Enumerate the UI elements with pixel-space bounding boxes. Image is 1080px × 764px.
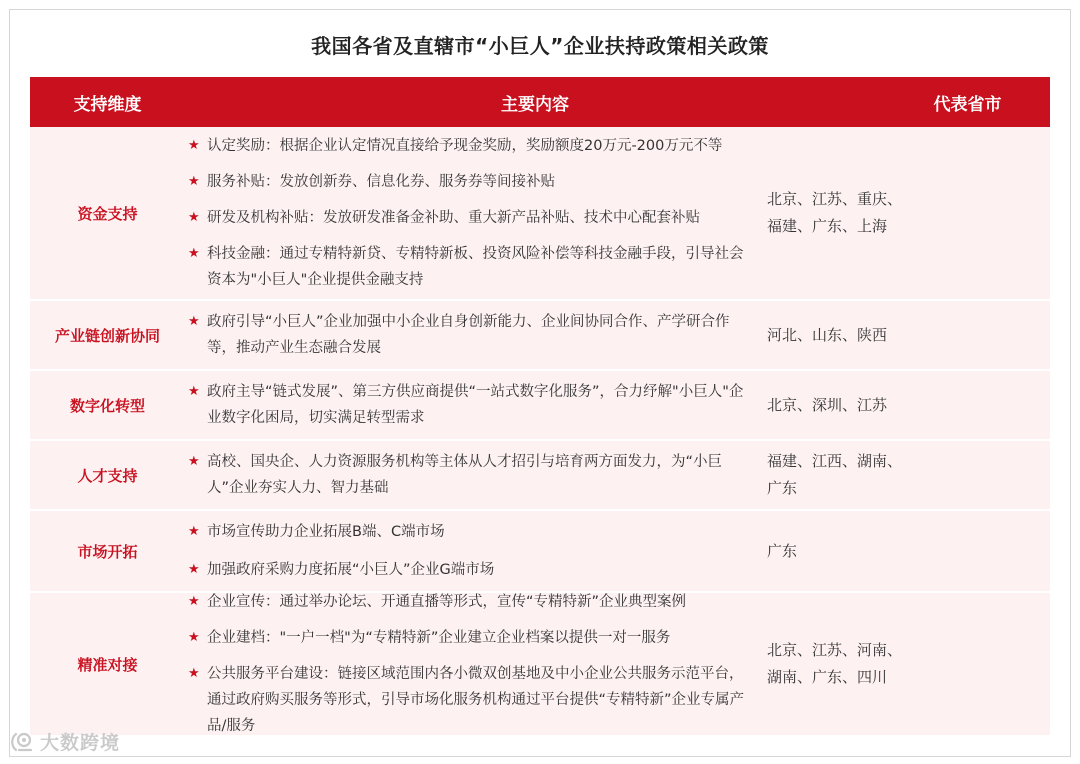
dimension-cell: 资金支持 (77, 204, 138, 223)
table-row (30, 441, 1050, 509)
dimension-cell: 数字化转型 (69, 396, 145, 415)
star-icon: ★ (188, 594, 200, 609)
content-item (188, 519, 748, 545)
content-item-text: 认定奖励：根据企业认定情况直接给予现金奖励，奖励额度20万元-200万元不等 (207, 138, 723, 154)
content-item-text: 科技金融：通过专精特新贷、专精特新板、投资风险补偿等科技金融手段，引导社会资本为"小巨人"企业提供金融支持 (207, 246, 744, 288)
logo-icon (10, 730, 36, 754)
content-item (188, 133, 748, 159)
watermark (10, 728, 120, 755)
content-item (188, 205, 748, 231)
provinces-cell: 北京、江苏、重庆、福建、广东、上海 (767, 190, 903, 235)
star-icon: ★ (188, 454, 200, 469)
dimension-cell: 市场开拓 (77, 542, 138, 561)
content-item (188, 449, 748, 501)
content-item (188, 169, 748, 195)
content-item-text: 服务补贴：发放创新券、信息化券、服务券等间接补贴 (207, 174, 555, 190)
provinces-cell: 河北、山东、陕西 (767, 325, 888, 344)
star-icon: ★ (188, 562, 200, 577)
watermark-text: 大数跨境 (40, 732, 121, 754)
provinces-cell: 广东 (767, 541, 798, 560)
provinces-cell: 北京、江苏、河南、湖南、广东、四川 (767, 641, 903, 686)
table-header (30, 77, 1050, 127)
star-icon: ★ (188, 174, 200, 189)
table-row (30, 301, 1050, 369)
table-row (30, 593, 1050, 735)
star-icon: ★ (188, 666, 200, 681)
content-item-text: 政府主导“链式发展”、第三方供应商提供“一站式数字化服务”，合力纾解"小巨人"企业数字化困局，切实满足转型需求 (207, 384, 744, 426)
star-icon: ★ (188, 210, 200, 225)
star-icon: ★ (188, 138, 200, 153)
content-item (188, 589, 748, 615)
content-item (188, 557, 748, 583)
table-row (30, 371, 1050, 439)
table-row (30, 511, 1050, 591)
content-item (188, 625, 748, 651)
content-cell (30, 589, 748, 739)
content-item (188, 661, 748, 739)
content-item-text: 公共服务平台建设：链接区域范围内各小微双创基地及中小企业公共服务示范平台，通过政府购买服务等形式，引导市场化服务机构通过平台提供“专精特新”企业专属产品/服务 (207, 666, 745, 734)
star-icon: ★ (188, 524, 200, 539)
content-item (188, 309, 748, 361)
star-icon: ★ (188, 630, 200, 645)
policy-table (30, 77, 1050, 735)
star-icon: ★ (188, 246, 200, 261)
content-item-text: 市场宣传助力企业拓展B端、C端市场 (207, 524, 445, 540)
header-provinces: 代表省市 (933, 94, 1002, 115)
content-cell (30, 519, 748, 583)
header-content: 主要内容 (501, 94, 569, 115)
content-item (188, 379, 748, 431)
header-dimension: 支持维度 (73, 94, 142, 115)
dimension-cell: 产业链创新协同 (54, 326, 160, 345)
content-cell (30, 133, 748, 293)
content-item-text: 企业宣传：通过举办论坛、开通直播等形式，宣传“专精特新”企业典型案例 (207, 594, 687, 610)
provinces-cell: 福建、江西、湖南、广东 (767, 452, 903, 497)
content-item-text: 高校、国央企、人力资源服务机构等主体从人才招引与培育两方面发力，为“小巨 人”企业夯实人力、智力基础 (207, 454, 723, 496)
provinces-cell: 北京、深圳、江苏 (767, 395, 888, 414)
table-row (30, 127, 1050, 299)
star-icon: ★ (188, 314, 200, 329)
content-cell (30, 449, 748, 501)
content-item (188, 241, 748, 293)
content-item-text: 研发及机构补贴：发放研发准备金补助、重大新产品补贴、技术中心配套补贴 (207, 210, 700, 226)
content-item-text: 政府引导“小巨人”企业加强中小企业自身创新能力、企业间协同合作、产学研合作等，推动产业生态融合发展 (207, 314, 730, 356)
table-body (30, 127, 1050, 735)
star-icon: ★ (188, 384, 200, 399)
page-title: 我国各省及直辖市“小巨人”企业扶持政策相关政策 (311, 34, 769, 58)
content-cell (30, 309, 748, 361)
content-item-text: 企业建档："一户一档"为“专精特新”企业建立企业档案以提供一对一服务 (207, 630, 671, 646)
content-cell (30, 379, 748, 431)
dimension-cell: 精准对接 (77, 655, 138, 674)
content-item-text: 加强政府采购力度拓展“小巨人”企业G端市场 (207, 562, 495, 578)
dimension-cell: 人才支持 (77, 466, 138, 485)
